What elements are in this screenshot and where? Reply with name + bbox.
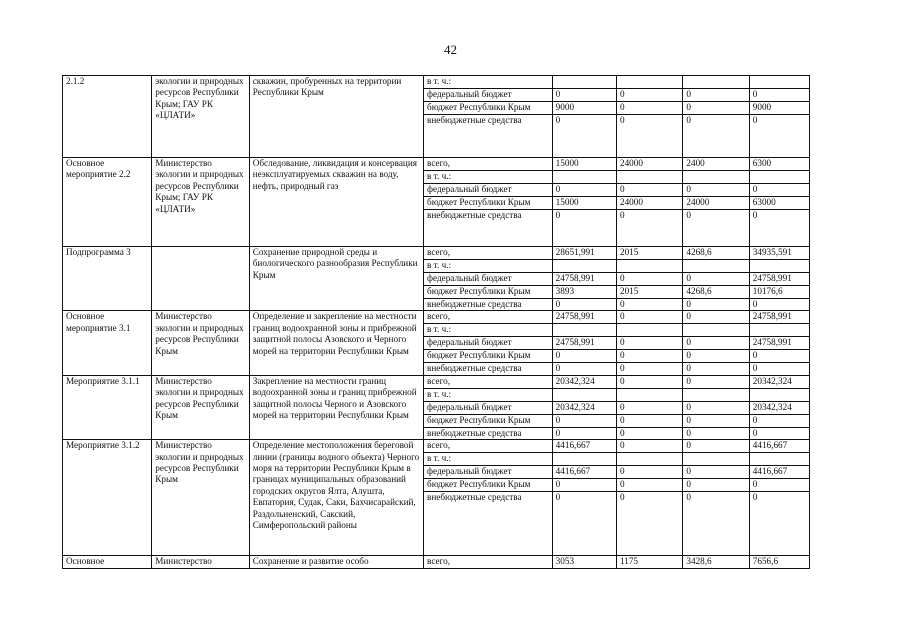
funding-source-cell: в т. ч.: <box>424 388 553 401</box>
total-amount-cell: 4416,667 <box>749 466 809 479</box>
funding-source-cell: в т. ч.: <box>424 76 553 89</box>
total-amount-cell: 0 <box>749 350 809 363</box>
year-amount-cell: 4268,6 <box>683 286 749 299</box>
total-amount-cell: 10176,6 <box>749 286 809 299</box>
year-amount-cell <box>683 171 749 184</box>
year-amount-cell: 0 <box>683 273 749 286</box>
year-amount-cell <box>552 76 616 89</box>
year-amount-cell: 0 <box>683 210 749 247</box>
total-amount-cell: 34935,591 <box>749 247 809 260</box>
program-code-cell: Основное мероприятие 3.1 <box>63 311 152 375</box>
year-amount-cell <box>552 388 616 401</box>
executor-cell: Министерство <box>152 556 250 569</box>
total-amount-cell: 20342,324 <box>749 375 809 388</box>
year-amount-cell: 0 <box>616 375 682 388</box>
funding-source-cell: в т. ч.: <box>424 171 553 184</box>
year-amount-cell: 0 <box>552 363 616 375</box>
year-amount-cell: 0 <box>616 299 682 311</box>
year-amount-cell <box>683 453 749 466</box>
year-amount-cell: 0 <box>552 115 616 158</box>
year-amount-cell <box>552 453 616 466</box>
total-amount-cell: 6300 <box>749 158 809 171</box>
year-amount-cell: 0 <box>683 401 749 414</box>
executor-cell: Министерство экологии и природных ресурсов Республики Крым; ГАУ РК «ЦЛАТИ» <box>152 158 250 247</box>
year-amount-cell: 0 <box>552 479 616 492</box>
year-amount-cell: 0 <box>616 311 682 324</box>
year-amount-cell: 0 <box>683 375 749 388</box>
executor-cell: Министерство экологии и природных ресурсов Республики Крым <box>152 311 250 375</box>
year-amount-cell: 9000 <box>552 102 616 115</box>
total-amount-cell: 0 <box>749 492 809 556</box>
executor-cell: экологии и природных ресурсов Республики Крым; ГАУ РК «ЦЛАТИ» <box>152 76 250 158</box>
total-amount-cell: 24758,991 <box>749 337 809 350</box>
total-amount-cell: 63000 <box>749 197 809 210</box>
year-amount-cell <box>616 76 682 89</box>
table-row <box>63 311 810 324</box>
table-row <box>63 556 810 569</box>
year-amount-cell: 0 <box>616 184 682 197</box>
funding-source-cell: федеральный бюджет <box>424 273 553 286</box>
activity-name-cell: Сохранение и развитие особо <box>249 556 423 569</box>
funding-source-cell: всего, <box>424 556 553 569</box>
year-amount-cell: 0 <box>552 89 616 102</box>
year-amount-cell: 0 <box>683 115 749 158</box>
year-amount-cell: 4416,667 <box>552 440 616 453</box>
funding-source-cell: внебюджетные средства <box>424 427 553 439</box>
funding-source-cell: внебюджетные средства <box>424 210 553 247</box>
table-row <box>63 76 810 89</box>
funding-source-cell: внебюджетные средства <box>424 115 553 158</box>
year-amount-cell: 24758,991 <box>552 311 616 324</box>
year-amount-cell <box>616 388 682 401</box>
year-amount-cell: 2015 <box>616 286 682 299</box>
funding-source-cell: федеральный бюджет <box>424 466 553 479</box>
activity-name-cell: Определение местоположения береговой линии (границы водного объекта) Черного моря на территории Республики Крым в границах муниципальных образований городских округов Ялта, Алушта, Евпатория, Судак, Саки, Бахчисарайский, Раздольненский, Сакский, Симферопольский районы <box>249 440 423 556</box>
year-amount-cell <box>616 171 682 184</box>
year-amount-cell: 3428,6 <box>683 556 749 569</box>
year-amount-cell: 0 <box>616 466 682 479</box>
year-amount-cell: 0 <box>683 102 749 115</box>
total-amount-cell <box>749 388 809 401</box>
year-amount-cell: 0 <box>552 350 616 363</box>
total-amount-cell: 24758,991 <box>749 311 809 324</box>
funding-source-cell: бюджет Республики Крым <box>424 197 553 210</box>
funding-source-cell: в т. ч.: <box>424 324 553 337</box>
year-amount-cell: 0 <box>616 414 682 427</box>
year-amount-cell: 0 <box>616 350 682 363</box>
year-amount-cell: 0 <box>683 350 749 363</box>
year-amount-cell: 0 <box>616 337 682 350</box>
year-amount-cell: 0 <box>552 492 616 556</box>
funding-source-cell: всего, <box>424 440 553 453</box>
year-amount-cell: 0 <box>552 210 616 247</box>
year-amount-cell: 0 <box>683 466 749 479</box>
year-amount-cell: 0 <box>683 89 749 102</box>
year-amount-cell <box>552 324 616 337</box>
funding-source-cell: федеральный бюджет <box>424 337 553 350</box>
year-amount-cell: 4416,667 <box>552 466 616 479</box>
total-amount-cell: 0 <box>749 363 809 375</box>
activity-name-cell: Сохранение природной среды и биологического разнообразия Республики Крым <box>249 247 423 311</box>
funding-source-cell: федеральный бюджет <box>424 184 553 197</box>
funding-source-cell: бюджет Республики Крым <box>424 350 553 363</box>
year-amount-cell: 0 <box>683 363 749 375</box>
year-amount-cell <box>683 388 749 401</box>
table-row <box>63 247 810 260</box>
year-amount-cell: 24000 <box>683 197 749 210</box>
total-amount-cell <box>749 324 809 337</box>
year-amount-cell: 4268,6 <box>683 247 749 260</box>
year-amount-cell: 20342,324 <box>552 401 616 414</box>
year-amount-cell <box>616 324 682 337</box>
year-amount-cell: 0 <box>683 337 749 350</box>
year-amount-cell: 0 <box>683 492 749 556</box>
year-amount-cell: 0 <box>683 184 749 197</box>
year-amount-cell: 0 <box>683 414 749 427</box>
budget-table <box>62 75 810 569</box>
executor-cell: Министерство экологии и природных ресурсов Республики Крым <box>152 375 250 439</box>
year-amount-cell <box>552 171 616 184</box>
year-amount-cell: 28651,991 <box>552 247 616 260</box>
year-amount-cell: 0 <box>616 401 682 414</box>
funding-source-cell: бюджет Республики Крым <box>424 102 553 115</box>
program-code-cell: 2.1.2 <box>63 76 152 158</box>
total-amount-cell: 0 <box>749 89 809 102</box>
year-amount-cell: 0 <box>616 492 682 556</box>
year-amount-cell: 0 <box>552 414 616 427</box>
year-amount-cell: 24000 <box>616 197 682 210</box>
executor-cell: Министерство экологии и природных ресурсов Республики Крым <box>152 440 250 556</box>
year-amount-cell: 1175 <box>616 556 682 569</box>
funding-source-cell: всего, <box>424 158 553 171</box>
funding-source-cell: бюджет Республики Крым <box>424 414 553 427</box>
year-amount-cell: 15000 <box>552 197 616 210</box>
page-number: 42 <box>444 42 457 57</box>
year-amount-cell: 24758,991 <box>552 337 616 350</box>
program-code-cell: Мероприятие 3.1.2 <box>63 440 152 556</box>
year-amount-cell: 15000 <box>552 158 616 171</box>
total-amount-cell: 0 <box>749 210 809 247</box>
funding-source-cell: федеральный бюджет <box>424 89 553 102</box>
total-amount-cell: 0 <box>749 479 809 492</box>
year-amount-cell: 20342,324 <box>552 375 616 388</box>
activity-name-cell: Определение и закрепление на местности границ водоохранной зоны и прибрежной защитной полосы Азовского и Черного морей на территории Республики Крым <box>249 311 423 375</box>
year-amount-cell: 2015 <box>616 247 682 260</box>
year-amount-cell: 0 <box>616 273 682 286</box>
total-amount-cell <box>749 453 809 466</box>
program-code-cell: Основное мероприятие 2.2 <box>63 158 152 247</box>
year-amount-cell: 0 <box>683 299 749 311</box>
year-amount-cell <box>683 260 749 273</box>
funding-source-cell: в т. ч.: <box>424 453 553 466</box>
year-amount-cell <box>616 453 682 466</box>
table-row <box>63 158 810 171</box>
year-amount-cell <box>683 76 749 89</box>
budget-table-body <box>63 76 810 569</box>
funding-source-cell: всего, <box>424 247 553 260</box>
funding-source-cell: всего, <box>424 311 553 324</box>
funding-source-cell: бюджет Республики Крым <box>424 286 553 299</box>
year-amount-cell: 0 <box>683 440 749 453</box>
year-amount-cell: 0 <box>683 479 749 492</box>
funding-source-cell: всего, <box>424 375 553 388</box>
year-amount-cell: 0 <box>552 427 616 439</box>
funding-source-cell: внебюджетные средства <box>424 363 553 375</box>
funding-source-cell: внебюджетные средства <box>424 492 553 556</box>
funding-source-cell: в т. ч.: <box>424 260 553 273</box>
total-amount-cell: 4416,667 <box>749 440 809 453</box>
year-amount-cell: 0 <box>616 479 682 492</box>
year-amount-cell <box>683 324 749 337</box>
year-amount-cell <box>552 260 616 273</box>
year-amount-cell: 0 <box>616 427 682 439</box>
program-code-cell: Мероприятие 3.1.1 <box>63 375 152 439</box>
activity-name-cell: скважин, пробуренных на территории Республики Крым <box>249 76 423 158</box>
program-code-cell: Основное <box>63 556 152 569</box>
year-amount-cell: 0 <box>616 89 682 102</box>
total-amount-cell: 20342,324 <box>749 401 809 414</box>
total-amount-cell: 0 <box>749 184 809 197</box>
year-amount-cell: 0 <box>683 427 749 439</box>
total-amount-cell: 0 <box>749 427 809 439</box>
activity-name-cell: Обследование, ликвидация и консервация неэксплуатируемых скважин на воду, нефть, природный газ <box>249 158 423 247</box>
table-row <box>63 440 810 453</box>
year-amount-cell: 0 <box>616 115 682 158</box>
funding-source-cell: внебюджетные средства <box>424 299 553 311</box>
table-row <box>63 375 810 388</box>
year-amount-cell: 24000 <box>616 158 682 171</box>
year-amount-cell: 0 <box>616 440 682 453</box>
year-amount-cell: 0 <box>552 299 616 311</box>
total-amount-cell <box>749 171 809 184</box>
year-amount-cell: 0 <box>616 210 682 247</box>
program-code-cell: Подпрограмма 3 <box>63 247 152 311</box>
year-amount-cell <box>616 260 682 273</box>
year-amount-cell: 2400 <box>683 158 749 171</box>
funding-source-cell: бюджет Республики Крым <box>424 479 553 492</box>
year-amount-cell: 24758,991 <box>552 273 616 286</box>
total-amount-cell: 0 <box>749 414 809 427</box>
year-amount-cell: 0 <box>616 363 682 375</box>
year-amount-cell: 0 <box>683 311 749 324</box>
year-amount-cell: 0 <box>616 102 682 115</box>
executor-cell <box>152 247 250 311</box>
year-amount-cell: 0 <box>552 184 616 197</box>
total-amount-cell: 24758,991 <box>749 273 809 286</box>
total-amount-cell: 7656,6 <box>749 556 809 569</box>
total-amount-cell: 9000 <box>749 102 809 115</box>
funding-source-cell: федеральный бюджет <box>424 401 553 414</box>
total-amount-cell <box>749 260 809 273</box>
year-amount-cell: 3893 <box>552 286 616 299</box>
total-amount-cell: 0 <box>749 299 809 311</box>
year-amount-cell: 3053 <box>552 556 616 569</box>
total-amount-cell: 0 <box>749 115 809 158</box>
total-amount-cell <box>749 76 809 89</box>
activity-name-cell: Закрепление на местности границ водоохранной зоны и границ прибрежной защитной полосы Черного и Азовского морей на территории Республики Крым <box>249 375 423 439</box>
